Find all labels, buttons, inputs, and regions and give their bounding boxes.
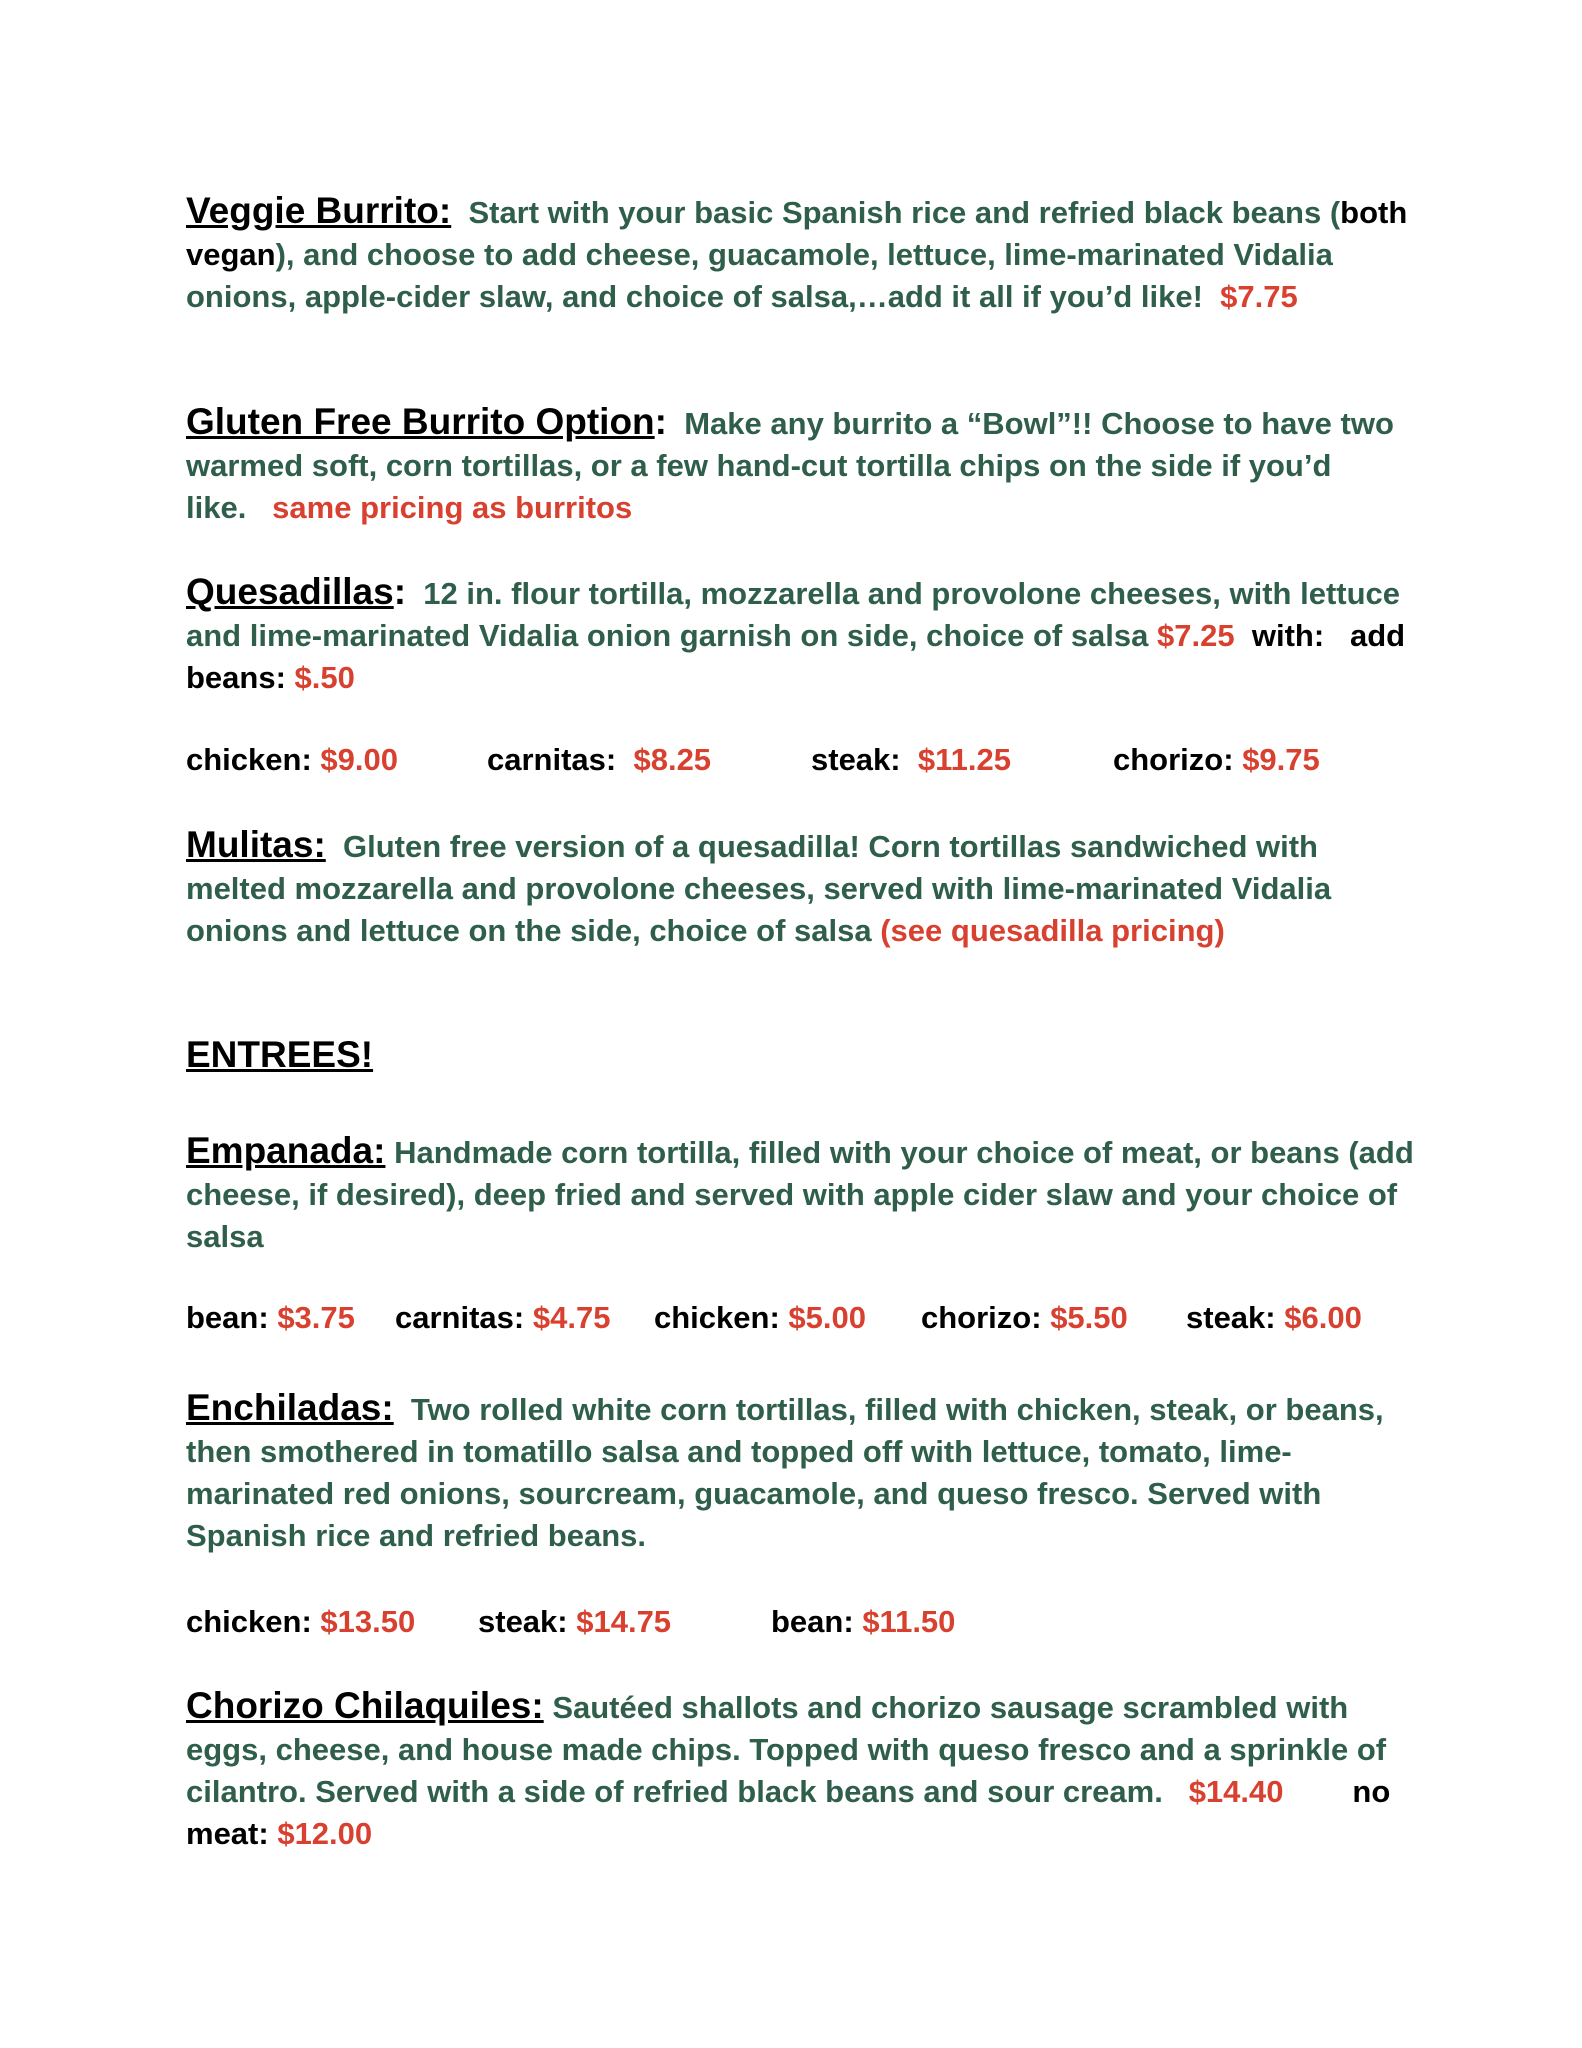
option-price: $11.50 xyxy=(862,1604,956,1639)
veggie-burrito-vegan-note: both vegan xyxy=(186,195,1408,272)
empanada-section xyxy=(186,1130,1416,1258)
veggie-burrito-section xyxy=(186,190,1416,318)
option-price: $11.25 xyxy=(917,742,1011,777)
gluten-free-colon: : xyxy=(654,401,667,442)
veggie-burrito-price: $7.75 xyxy=(1220,279,1298,314)
chilaquiles-desc: Sautéed shallots and chorizo sausage scrambled with eggs, cheese, and house made chips. Topped with queso fresco and a sprinkle of cilantro. Served with a side of refried black beans and sour cream. xyxy=(186,1690,1387,1809)
gluten-free-title: Gluten Free Burrito Option xyxy=(186,401,655,442)
chilaquiles-section xyxy=(186,1685,1416,1855)
option-price: $3.75 xyxy=(277,1300,355,1335)
option-label: bean: xyxy=(186,1300,269,1335)
chilaquiles-no-meat-price: $12.00 xyxy=(277,1816,373,1851)
gluten-free-desc: Make any burrito a “Bowl”!! Choose to have two warmed soft, corn tortillas, or a few hand-cut tortilla chips on the side if you’d like. xyxy=(186,406,1394,525)
option-label: chicken: xyxy=(186,1604,312,1639)
option-label: carnitas: xyxy=(487,742,617,777)
option-price: $14.75 xyxy=(576,1604,672,1639)
gluten-free-section xyxy=(186,401,1416,529)
option-price: $4.75 xyxy=(532,1300,611,1335)
quesadillas-with-label: with: xyxy=(1251,618,1325,653)
option-price: $5.50 xyxy=(1050,1300,1128,1335)
mulitas-price: (see quesadilla pricing) xyxy=(880,913,1225,948)
option-price: $9.75 xyxy=(1242,742,1320,777)
quesadilla-option xyxy=(487,739,711,781)
chilaquiles-price: $14.40 xyxy=(1188,1774,1284,1809)
option-label: chorizo: xyxy=(921,1300,1042,1335)
quesadillas-title: Quesadillas xyxy=(186,571,394,612)
veggie-burrito-title: Veggie Burrito: xyxy=(186,190,452,231)
quesadillas-beans-price: $.50 xyxy=(294,660,355,695)
enchilada-option xyxy=(186,1601,415,1643)
option-label: chorizo: xyxy=(1113,742,1234,777)
quesadillas-desc: 12 in. flour tortilla, mozzarella and provolone cheeses, with lettuce and lime-marinated Vidalia onion garnish on side, choice of salsa xyxy=(186,576,1401,653)
empanada-option xyxy=(921,1297,1128,1339)
option-label: steak: xyxy=(1186,1300,1276,1335)
option-price: $9.00 xyxy=(320,742,398,777)
chilaquiles-no-meat-label: no meat: xyxy=(186,1774,1391,1851)
quesadilla-option xyxy=(186,739,398,781)
option-label: steak: xyxy=(811,742,901,777)
quesadillas-section xyxy=(186,571,1416,699)
empanada-title: Empanada: xyxy=(186,1130,386,1171)
enchiladas-section xyxy=(186,1387,1416,1557)
option-label: carnitas: xyxy=(395,1300,525,1335)
option-label: steak: xyxy=(478,1604,568,1639)
enchilada-option xyxy=(478,1601,671,1643)
enchiladas-title: Enchiladas: xyxy=(186,1387,394,1428)
entrees-heading: ENTREES! xyxy=(186,1034,374,1075)
mulitas-title: Mulitas: xyxy=(186,824,326,865)
veggie-burrito-desc-2: ), and choose to add cheese, guacamole, lettuce, lime-marinated Vidalia onions, apple-cider slaw, and choice of salsa,…add it all if you’d like! xyxy=(186,237,1333,314)
chilaquiles-title: Chorizo Chilaquiles: xyxy=(186,1685,544,1726)
empanada-desc: Handmade corn tortilla, filled with your choice of meat, or beans (add cheese, if desired), deep fried and served with apple cider slaw and your choice of salsa xyxy=(186,1135,1414,1254)
option-price: $8.25 xyxy=(633,742,712,777)
empanada-option xyxy=(654,1297,866,1339)
gluten-free-price: same pricing as burritos xyxy=(272,490,633,525)
quesadillas-price: $7.25 xyxy=(1157,618,1235,653)
quesadillas-colon: : xyxy=(393,571,407,612)
enchilada-option xyxy=(771,1601,955,1643)
quesadilla-option xyxy=(1113,739,1320,781)
option-price: $13.50 xyxy=(320,1604,416,1639)
option-label: bean: xyxy=(771,1604,854,1639)
quesadilla-option xyxy=(811,739,1011,781)
option-price: $5.00 xyxy=(788,1300,866,1335)
veggie-burrito-desc-1: Start with your basic Spanish rice and refried black beans ( xyxy=(468,195,1341,230)
mulitas-section xyxy=(186,824,1416,952)
enchiladas-desc: Two rolled white corn tortillas, filled with chicken, steak, or beans, then smothered in tomatillo salsa and topped off with lettuce, tomato, lime-marinated red onions, sourcream, guacamole, and queso fresco. Served with Spanish rice and refried beans. xyxy=(186,1392,1384,1553)
empanada-option xyxy=(1186,1297,1362,1339)
empanada-option xyxy=(395,1297,610,1339)
quesadillas-beans-label: add beans: xyxy=(186,618,1406,695)
mulitas-desc: Gluten free version of a quesadilla! Corn tortillas sandwiched with melted mozzarella and provolone cheeses, served with lime-marinated Vidalia onions and lettuce on the side, choice of salsa xyxy=(186,829,1332,948)
option-price: $6.00 xyxy=(1284,1300,1362,1335)
empanada-option xyxy=(186,1297,355,1339)
option-label: chicken: xyxy=(186,742,312,777)
option-label: chicken: xyxy=(654,1300,780,1335)
